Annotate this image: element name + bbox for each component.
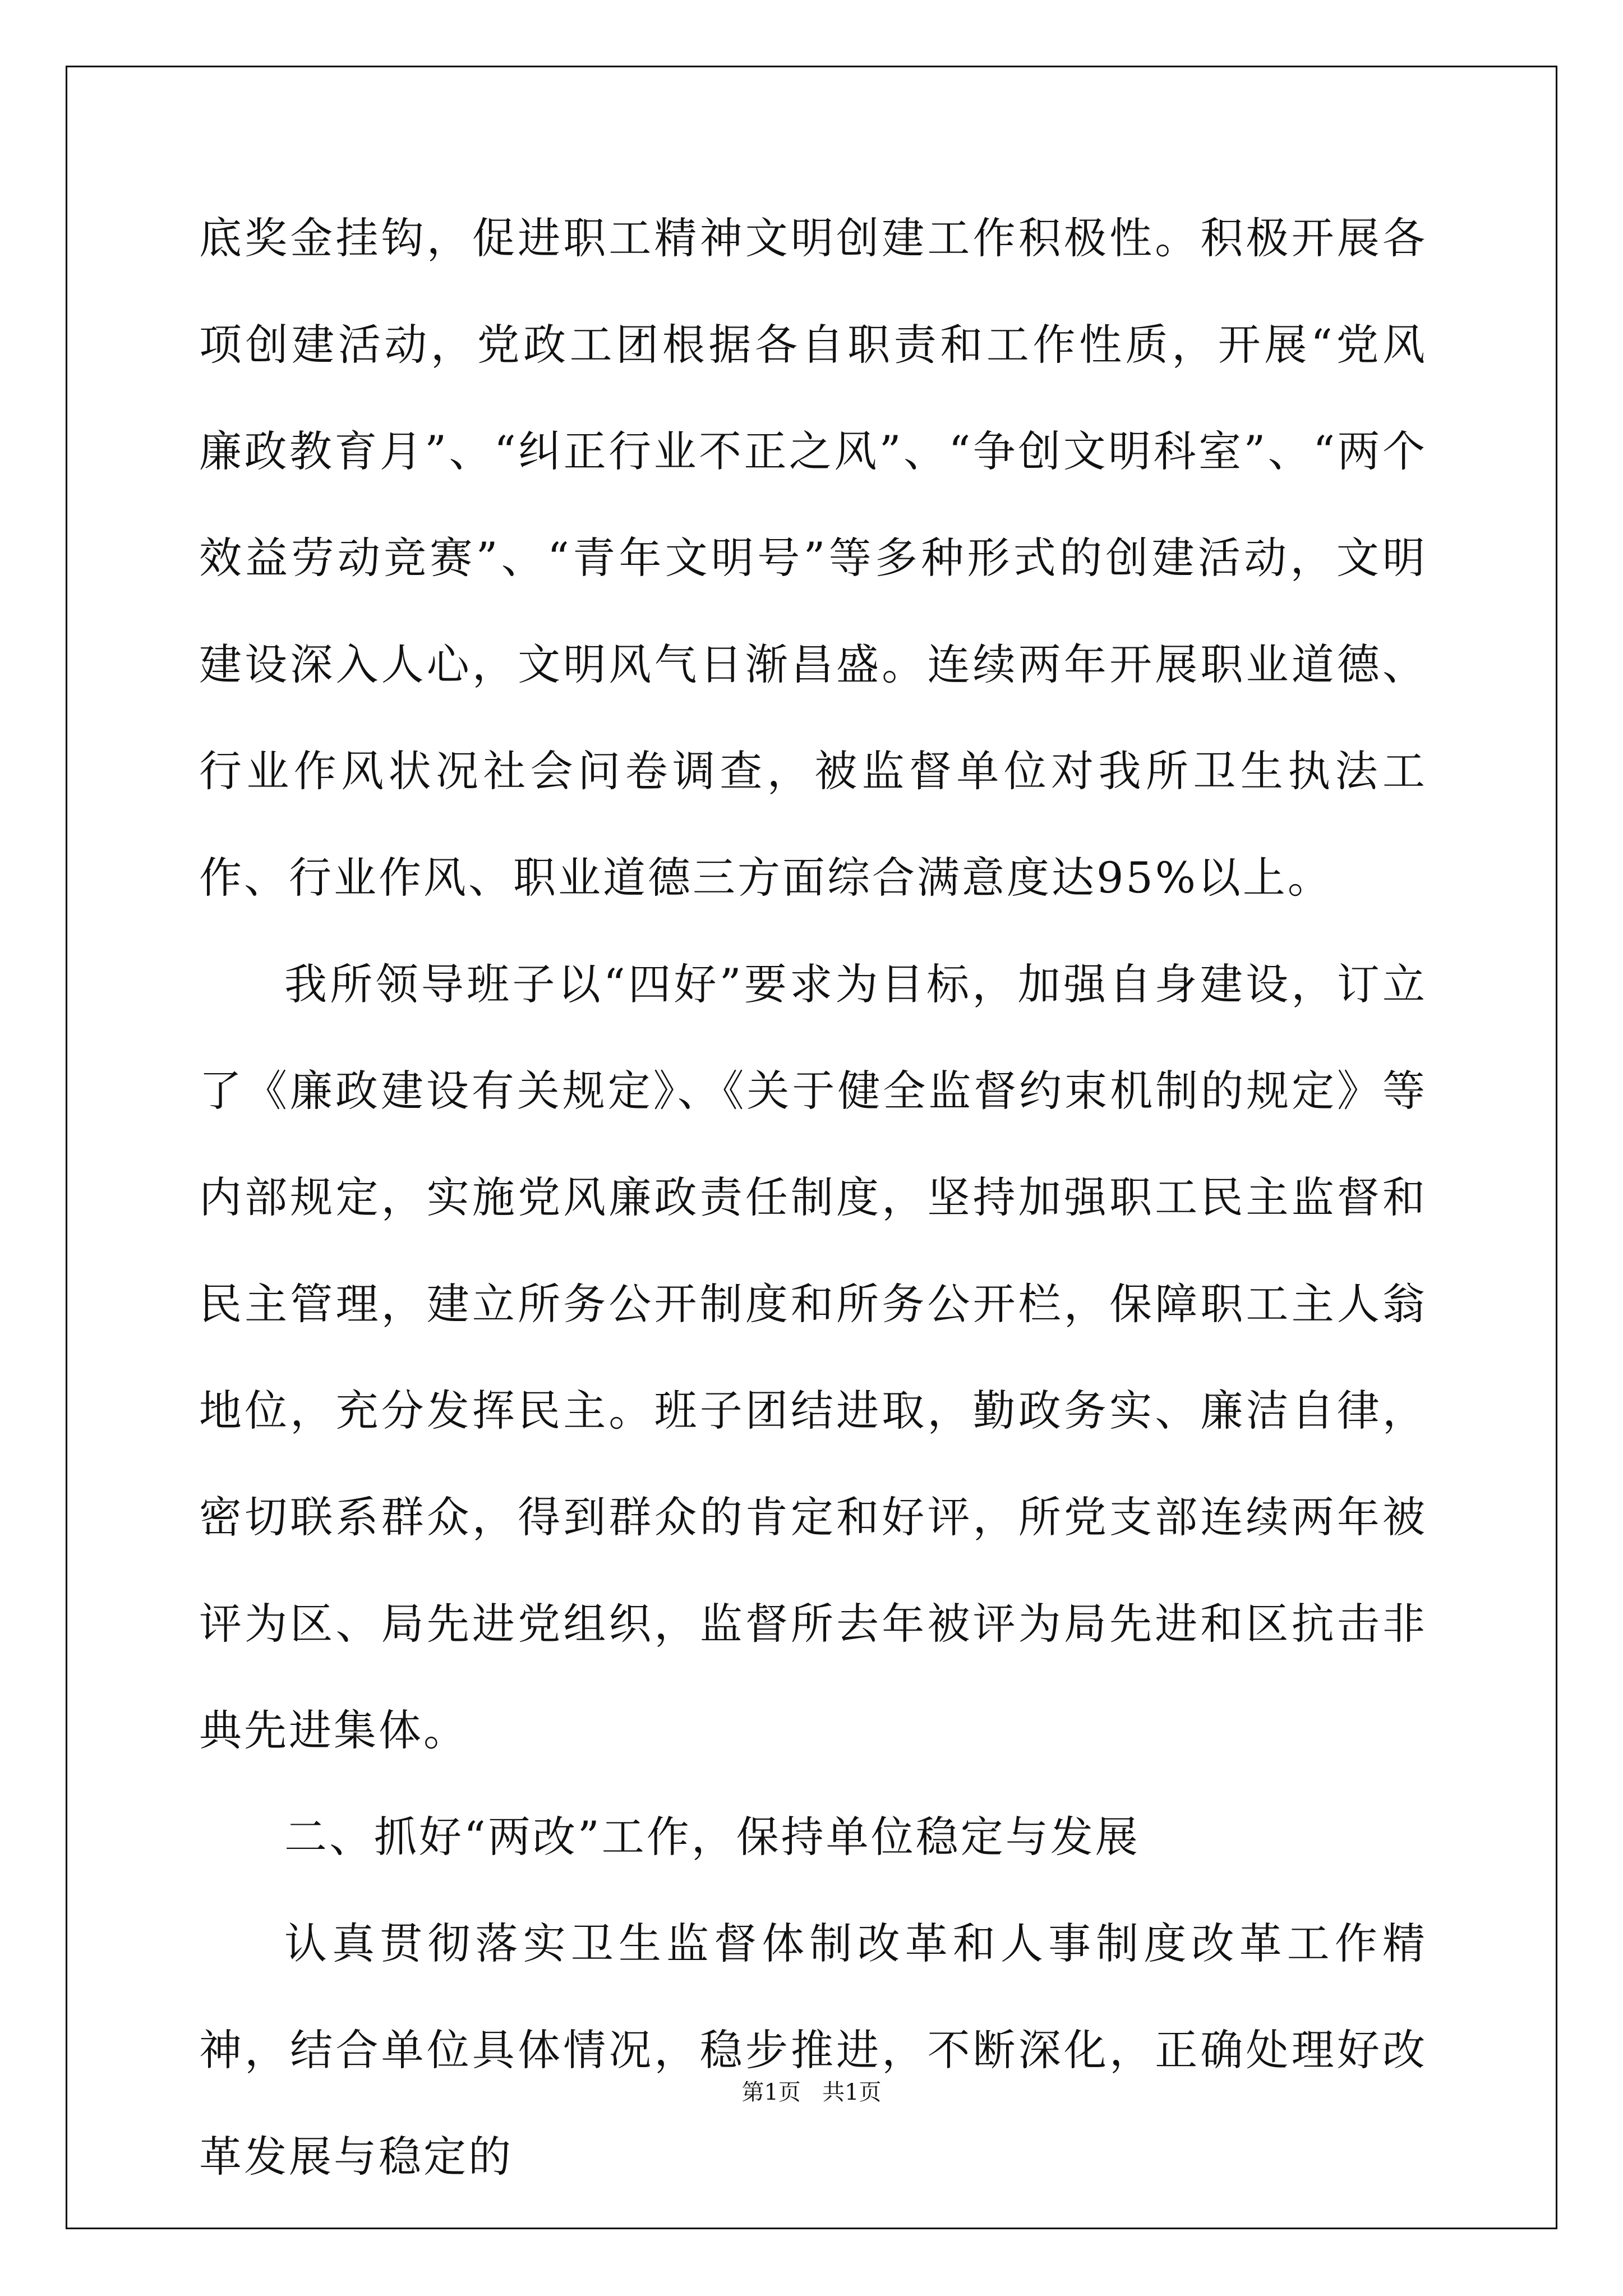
page-number: 第1页 [741,2079,801,2105]
page-total: 共1页 [822,2079,882,2105]
page-footer [0,2074,1623,2106]
footer-spacer [801,2079,822,2105]
document-body [199,185,1427,2210]
section-heading: 二、抓好“两改”工作，保持单位稳定与发展 [284,1812,1140,1862]
paragraph-3: 认真贯彻落实卫生监督体制改革和人事制度改革工作精神，结合单位具体情况，稳步推进，不断深化，正确处理好改革发展与稳定的 [199,1918,1427,2182]
paragraph-2: 我所领导班子以“四好”要求为目标，加强自身建设，订立了《廉政建设有关规定》、《关于健全监督约束机制的规定》等内部规定，实施党风廉政责任制度，坚持加强职工民主监督和民主管理，建立所务公开制度和所务公开栏，保障职工主人翁地位，充分发挥民主。班子团结进取，勤政务实、廉洁自律，密切联系群众，得到群众的肯定和好评，所党支部连续两年被评为区、局先进党组织，监督所去年被评为局先进和区抗击非典先进集体。 [199,959,1427,1755]
paragraph-1: 底奖金挂钩，促进职工精神文明创建工作积极性。积极开展各项创建活动，党政工团根据各自职责和工作性质，开展“党风廉政教育月”、“纠正行业不正之风”、“争创文明科室”、“两个效益劳动竞赛”、“青年文明号”等多种形式的创建活动，文明建设深入人心，文明风气日渐昌盛。连续两年开展职业道德、行业作风状况社会问卷调查，被监督单位对我所卫生执法工作、行业作风、职业道德三方面综合满意度达95%以上。 [199,213,1427,903]
